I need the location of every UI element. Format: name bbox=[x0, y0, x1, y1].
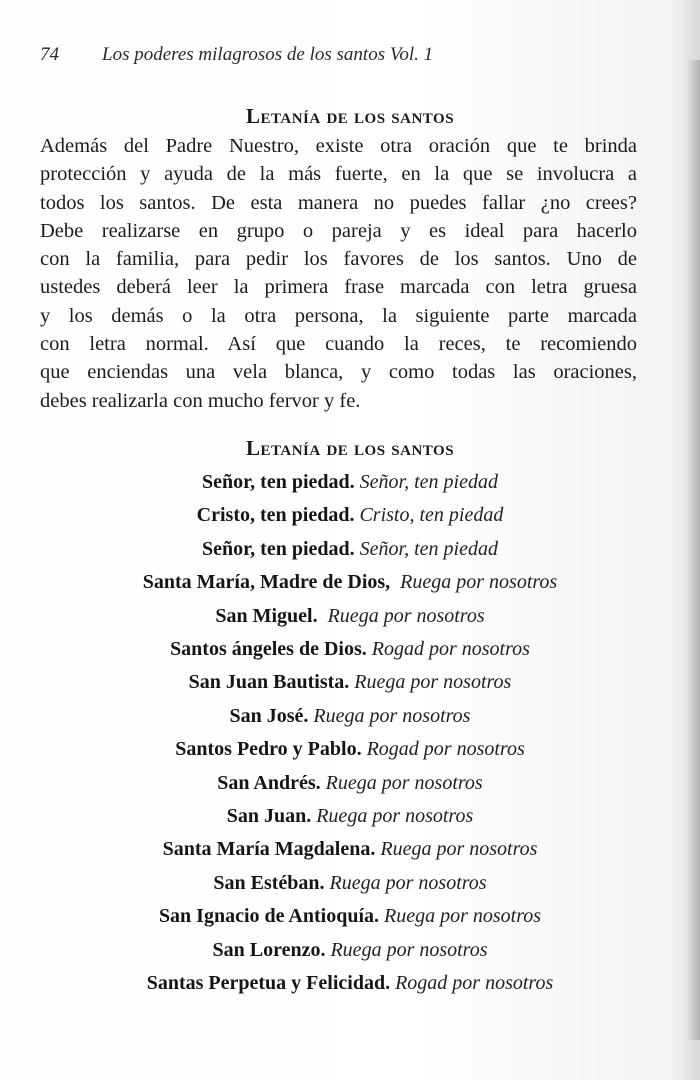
litany-line bbox=[0, 533, 700, 566]
litany-call: Santas Perpetua y Felicidad. bbox=[146, 972, 391, 995]
litany-line bbox=[0, 466, 700, 499]
intro-line: que enciendas una vela blanca, y como todas las oraciones, bbox=[40, 361, 637, 384]
litany-line bbox=[0, 499, 700, 532]
litany-call: San Ignacio de Antioquía. bbox=[158, 905, 380, 928]
litany-response: Rogad por nosotros bbox=[395, 972, 554, 995]
intro-line: con la familia, para pedir los favores de los santos. Uno de bbox=[40, 248, 637, 271]
litany-line bbox=[0, 733, 700, 766]
litany-line bbox=[0, 767, 700, 800]
litany-call: San Lorenzo. bbox=[212, 938, 326, 961]
section-title: Letanía de los santos bbox=[245, 104, 455, 128]
litany-line bbox=[0, 833, 700, 866]
litany-response: Señor, ten piedad bbox=[359, 471, 498, 493]
intro-line: Además del Padre Nuestro, existe otra oración que te brinda bbox=[40, 135, 637, 157]
litany-line bbox=[0, 800, 700, 833]
running-header bbox=[40, 44, 433, 66]
intro-line: con letra normal. Así que cuando la reces, te recomiendo bbox=[40, 333, 637, 356]
litany-line bbox=[0, 867, 700, 900]
litany-line bbox=[0, 934, 700, 967]
litany-response: Ruega por nosotros bbox=[327, 604, 485, 627]
litany-line bbox=[0, 566, 700, 599]
litany-line bbox=[0, 900, 700, 933]
litany-call: Cristo, ten piedad. bbox=[196, 504, 355, 527]
intro-paragraph bbox=[40, 132, 637, 415]
litany-call: Santos Pedro y Pablo. bbox=[175, 738, 362, 761]
litany-call: Señor, ten piedad. bbox=[202, 471, 355, 493]
litany-response: Ruega por nosotros bbox=[316, 805, 474, 828]
litany-call: San Andrés. bbox=[217, 771, 321, 794]
intro-line: ustedes deberá leer la primera frase marcada con letra gruesa bbox=[40, 276, 637, 299]
page-number: 74 bbox=[40, 44, 59, 65]
litany-response: Rogad por nosotros bbox=[366, 738, 525, 761]
litany-response: Ruega por nosotros bbox=[354, 671, 512, 694]
litany-line bbox=[0, 666, 700, 699]
intro-line: todos los santos. De esta manera no puedes fallar ¿no crees? bbox=[40, 191, 637, 214]
litany-response: Ruega por nosotros bbox=[400, 571, 558, 594]
litany-response: Ruega por nosotros bbox=[329, 871, 487, 894]
litany-response: Ruega por nosotros bbox=[330, 938, 488, 961]
litany-line bbox=[0, 633, 700, 666]
litany-call: San Miguel. bbox=[215, 604, 318, 627]
litany-title: Letanía de los santos bbox=[245, 436, 455, 460]
litany-call: San José. bbox=[229, 704, 309, 727]
litany-line bbox=[0, 600, 700, 633]
intro-line: Debe realizarse en grupo o pareja y es ideal para hacerlo bbox=[40, 219, 637, 242]
litany-line bbox=[0, 967, 700, 1000]
litany-response: Ruega por nosotros bbox=[313, 704, 471, 727]
litany-response: Ruega por nosotros bbox=[380, 838, 538, 861]
intro-line: debes realizarla con mucho fervor y fe. bbox=[40, 389, 361, 412]
litany-response: Cristo, ten piedad bbox=[359, 504, 504, 527]
litany-response: Ruega por nosotros bbox=[325, 771, 483, 794]
litany-call: Señor, ten piedad. bbox=[202, 537, 355, 560]
litany-call: Santos ángeles de Dios. bbox=[170, 638, 367, 661]
intro-line: y los demás o la otra persona, la siguiente parte marcada bbox=[40, 304, 637, 327]
litany-call: San Juan. bbox=[226, 805, 312, 828]
book-title: Los poderes milagrosos de los santos Vol. 1 bbox=[102, 44, 434, 65]
litany-call: Santa María, Madre de Dios, bbox=[142, 571, 391, 594]
litany-call: San Juan Bautista. bbox=[188, 671, 350, 694]
litany-list bbox=[0, 466, 700, 1001]
litany-response: Rogad por nosotros bbox=[371, 638, 530, 661]
litany-response: Ruega por nosotros bbox=[384, 905, 542, 928]
intro-line: protección y ayuda de la más fuerte, en la que se involucra a bbox=[40, 163, 637, 186]
litany-response: Señor, ten piedad bbox=[359, 537, 498, 560]
litany-call: Santa María Magdalena. bbox=[162, 838, 376, 861]
litany-call: San Estéban. bbox=[213, 871, 325, 894]
litany-line bbox=[0, 700, 700, 733]
